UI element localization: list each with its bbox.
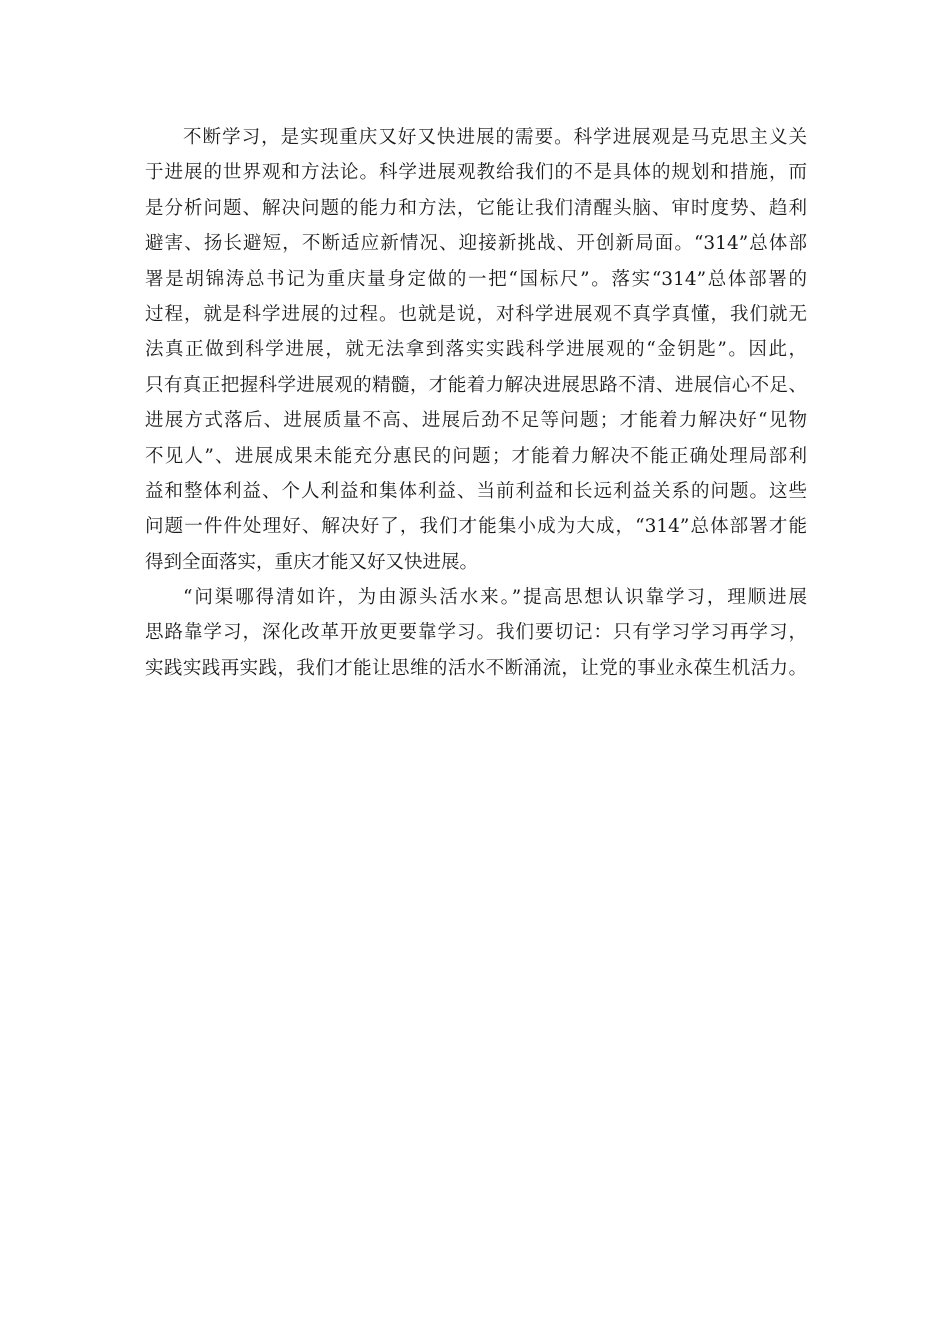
paragraph-line: 不见人”、进展成果未能充分惠民的问题；才能着力解决不能正确处理局部利 — [145, 445, 807, 467]
document-body — [145, 120, 807, 686]
paragraph-line: 是分析问题、解决问题的能力和方法，它能让我们清醒头脑、审时度势、趋利 — [145, 197, 807, 219]
paragraph-line: 问题一件件处理好、解决好了，我们才能集小成为大成，“314”总体部署才能 — [145, 516, 807, 538]
paragraph-line: 署是胡锦涛总书记为重庆量身定做的一把“国标尺”。落实“314”总体部署的 — [145, 268, 807, 290]
paragraph-line: 益和整体利益、个人利益和集体利益、当前利益和长远利益关系的问题。这些 — [145, 480, 807, 502]
paragraph-line: 得到全面落实，重庆才能又好又快进展。 — [145, 551, 479, 573]
paragraph-line: 不断学习，是实现重庆又好又快进展的需要。科学进展观是马克思主义关 — [183, 127, 807, 148]
paragraph-2 — [145, 580, 807, 686]
paragraph-line: 法真正做到科学进展，就无法拿到落实实践科学进展观的“金钥匙”。因此， — [145, 339, 807, 361]
paragraph-line: 于进展的世界观和方法论。科学进展观教给我们的不是具体的规划和措施，而 — [145, 162, 807, 184]
paragraph-line: “问渠哪得清如许，为由源头活水来。”提高思想认识靠学习，理顺进展 — [183, 587, 807, 609]
paragraph-line: 过程，就是科学进展的过程。也就是说，对科学进展观不真学真懂，我们就无 — [145, 303, 807, 325]
paragraph-line: 只有真正把握科学进展观的精髓，才能着力解决进展思路不清、进展信心不足、 — [145, 374, 807, 396]
paragraph-line: 思路靠学习，深化改革开放更要靠学习。我们要切记：只有学习学习再学习， — [145, 622, 807, 644]
paragraph-1 — [145, 120, 807, 580]
paragraph-line: 进展方式落后、进展质量不高、进展后劲不足等问题；才能着力解决好“见物 — [145, 410, 807, 432]
paragraph-line: 避害、扬长避短，不断适应新情况、迎接新挑战、开创新局面。“314”总体部 — [145, 233, 807, 255]
paragraph-line: 实践实践再实践，我们才能让思维的活水不断涌流，让党的事业永葆生机活力。 — [145, 657, 807, 679]
